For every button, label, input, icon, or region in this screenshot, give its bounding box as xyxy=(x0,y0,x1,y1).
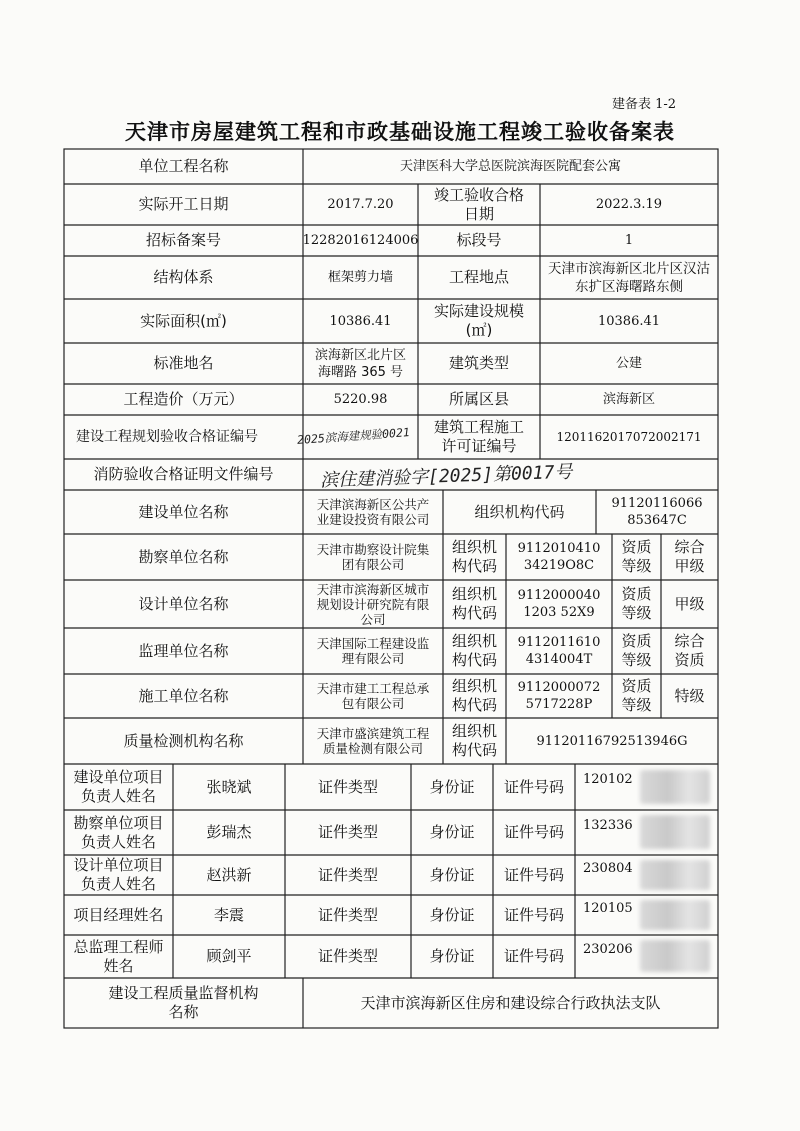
value-construction-unit: 天津市建工工程总承包有限公司 xyxy=(316,681,430,711)
value-actual-scale: 10386.41 xyxy=(597,313,661,329)
label-fire-cert-no: 消防验收合格证明文件编号 xyxy=(93,465,274,483)
label-construction-permit-no: 建筑工程施工许可证编号 xyxy=(433,418,524,455)
label-construction-org-code: 组织机构代码 xyxy=(451,677,497,714)
value-supervision-unit: 天津国际工程建设监理有限公司 xyxy=(316,636,430,666)
value-id-card-2: 身份证 xyxy=(429,823,475,841)
redaction-mask xyxy=(640,770,710,804)
label-survey-unit: 勘察单位名称 xyxy=(138,547,229,566)
label-supervision-level: 资质等级 xyxy=(621,632,652,669)
value-design-unit: 天津市滨海新区城市规划设计研究院有限公司 xyxy=(316,581,430,627)
value-survey-level: 综合甲级 xyxy=(674,538,705,575)
value-project-cost: 5220.98 xyxy=(333,392,388,407)
label-developer: 建设单位名称 xyxy=(138,502,229,521)
value-chief-supervisor: 顾剑平 xyxy=(206,947,252,965)
page-title: 天津市房屋建筑工程和市政基础设施工程竣工验收备案表 xyxy=(125,120,675,144)
value-construction-level: 特级 xyxy=(674,686,705,705)
value-bid-record-no: 12282016124006 xyxy=(302,233,419,248)
label-quality-supervision-org: 建设工程质量监督机构名称 xyxy=(108,984,259,1021)
value-supervision-level: 综合资质 xyxy=(674,632,705,669)
label-cert-no-1: 证件号码 xyxy=(503,777,564,796)
label-cert-type-2: 证件类型 xyxy=(317,823,378,841)
value-developer-org-code: 91120116066853647C xyxy=(611,496,703,528)
label-cert-type-5: 证件类型 xyxy=(317,947,378,965)
redaction-mask xyxy=(640,860,710,890)
value-building-type: 公建 xyxy=(615,356,642,371)
value-chief-supervisor-id: 230206 xyxy=(583,941,633,957)
value-id-card-1: 身份证 xyxy=(429,777,475,796)
value-construction-org-code: 91120000725717228P xyxy=(517,680,601,712)
label-bid-record-no: 招标备案号 xyxy=(145,231,221,249)
label-cert-no-3: 证件号码 xyxy=(503,865,564,884)
value-completion-date: 2022.3.19 xyxy=(595,197,663,212)
label-unit-project-name: 单位工程名称 xyxy=(138,157,229,175)
label-cert-type-3: 证件类型 xyxy=(317,865,378,884)
label-standard-address: 标准地名 xyxy=(153,354,214,372)
label-building-type: 建筑类型 xyxy=(448,354,509,372)
label-supervision-unit: 监理单位名称 xyxy=(138,641,229,660)
value-id-card-5: 身份证 xyxy=(429,947,475,965)
label-survey-level: 资质等级 xyxy=(621,538,652,575)
form-code: 建备表 1-2 xyxy=(612,97,677,112)
value-fire-cert-no: 滨住建消验字[2025]第0017号 xyxy=(319,461,573,492)
value-design-org-code: 91120000401203 52X9 xyxy=(517,588,601,620)
value-standard-address: 滨海新区北片区海曙路 365 号 xyxy=(314,347,406,380)
value-actual-start-date: 2017.7.20 xyxy=(327,197,394,212)
label-cert-no-2: 证件号码 xyxy=(503,823,564,841)
label-testing-org: 质量检测机构名称 xyxy=(123,731,244,750)
label-testing-org-code: 组织机构代码 xyxy=(451,722,497,759)
value-survey-unit: 天津市勘察设计院集团有限公司 xyxy=(316,542,430,572)
redaction-mask xyxy=(640,940,710,972)
label-developer-pm: 建设单位项目负责人姓名 xyxy=(73,768,164,805)
label-project-location: 工程地点 xyxy=(448,268,509,286)
label-actual-scale: 实际建设规模(㎡) xyxy=(433,302,524,339)
value-design-level: 甲级 xyxy=(674,594,705,613)
value-design-pm-id: 230804 xyxy=(583,860,633,876)
label-chief-supervisor: 总监理工程师姓名 xyxy=(73,937,164,975)
label-project-cost: 工程造价（万元） xyxy=(123,390,244,408)
value-developer: 天津滨海新区公共产业建设投资有限公司 xyxy=(316,497,430,527)
label-survey-org-code: 组织机构代码 xyxy=(451,538,497,575)
value-quality-supervision-org: 天津市滨海新区住房和建设综合行政执法支队 xyxy=(360,993,661,1012)
redaction-mask xyxy=(640,900,710,930)
value-design-pm: 赵洪新 xyxy=(206,865,252,884)
label-supervision-org-code: 组织机构代码 xyxy=(451,632,497,669)
value-planning-cert-no: 2025滨海建规验0021 xyxy=(296,425,411,447)
value-developer-pm-id: 120102 xyxy=(583,771,633,787)
value-project-manager: 李震 xyxy=(213,905,244,924)
value-supervision-org-code: 91120116104314004T xyxy=(517,635,601,667)
label-developer-org-code: 组织机构代码 xyxy=(474,502,565,521)
label-actual-start-date: 实际开工日期 xyxy=(138,195,229,213)
label-actual-area: 实际面积(㎡) xyxy=(140,311,227,330)
label-design-unit: 设计单位名称 xyxy=(138,594,229,613)
value-structure-system: 框架剪力墙 xyxy=(327,270,393,285)
label-structure-system: 结构体系 xyxy=(153,268,214,286)
label-cert-type-4: 证件类型 xyxy=(317,905,378,924)
value-project-manager-id: 120105 xyxy=(583,900,633,916)
label-construction-unit: 施工单位名称 xyxy=(138,686,229,705)
value-actual-area: 10386.41 xyxy=(329,313,392,329)
label-design-level: 资质等级 xyxy=(621,585,652,622)
value-survey-pm-id: 132336 xyxy=(583,817,633,833)
label-district: 所属区县 xyxy=(448,390,509,408)
value-id-card-3: 身份证 xyxy=(429,865,475,884)
value-section-no: 1 xyxy=(624,233,634,248)
value-survey-org-code: 911201041034219O8C xyxy=(517,541,601,573)
value-project-location: 天津市滨海新区北片区汉沽东扩区海曙路东侧 xyxy=(548,260,710,295)
label-cert-no-5: 证件号码 xyxy=(503,947,564,965)
label-design-pm: 设计单位项目负责人姓名 xyxy=(73,856,164,893)
label-cert-no-4: 证件号码 xyxy=(503,905,564,924)
value-survey-pm: 彭瑞杰 xyxy=(206,823,252,841)
label-survey-pm: 勘察单位项目负责人姓名 xyxy=(73,813,164,851)
value-construction-permit-no: 120116201707200217​1 xyxy=(556,429,702,444)
label-section-no: 标段号 xyxy=(456,231,502,249)
label-cert-type-1: 证件类型 xyxy=(317,777,378,796)
value-testing-org: 天津市盛滨建筑工程质量检测有限公司 xyxy=(316,726,430,756)
label-design-org-code: 组织机构代码 xyxy=(451,585,497,622)
label-planning-cert-no: 建设工程规划验收合格证编号 xyxy=(76,428,258,445)
redaction-mask xyxy=(640,815,710,849)
label-completion-date: 竣工验收合格日期 xyxy=(433,185,524,223)
value-developer-pm: 张晓斌 xyxy=(206,777,252,796)
value-id-card-4: 身份证 xyxy=(429,905,475,924)
value-district: 滨海新区 xyxy=(602,392,655,407)
value-testing-org-code: 91120116792513946G xyxy=(536,733,688,749)
label-construction-level: 资质等级 xyxy=(621,677,652,714)
value-unit-project-name: 天津医科大学总医院滨海医院配套公寓 xyxy=(399,159,621,174)
label-project-manager: 项目经理姓名 xyxy=(73,905,164,924)
